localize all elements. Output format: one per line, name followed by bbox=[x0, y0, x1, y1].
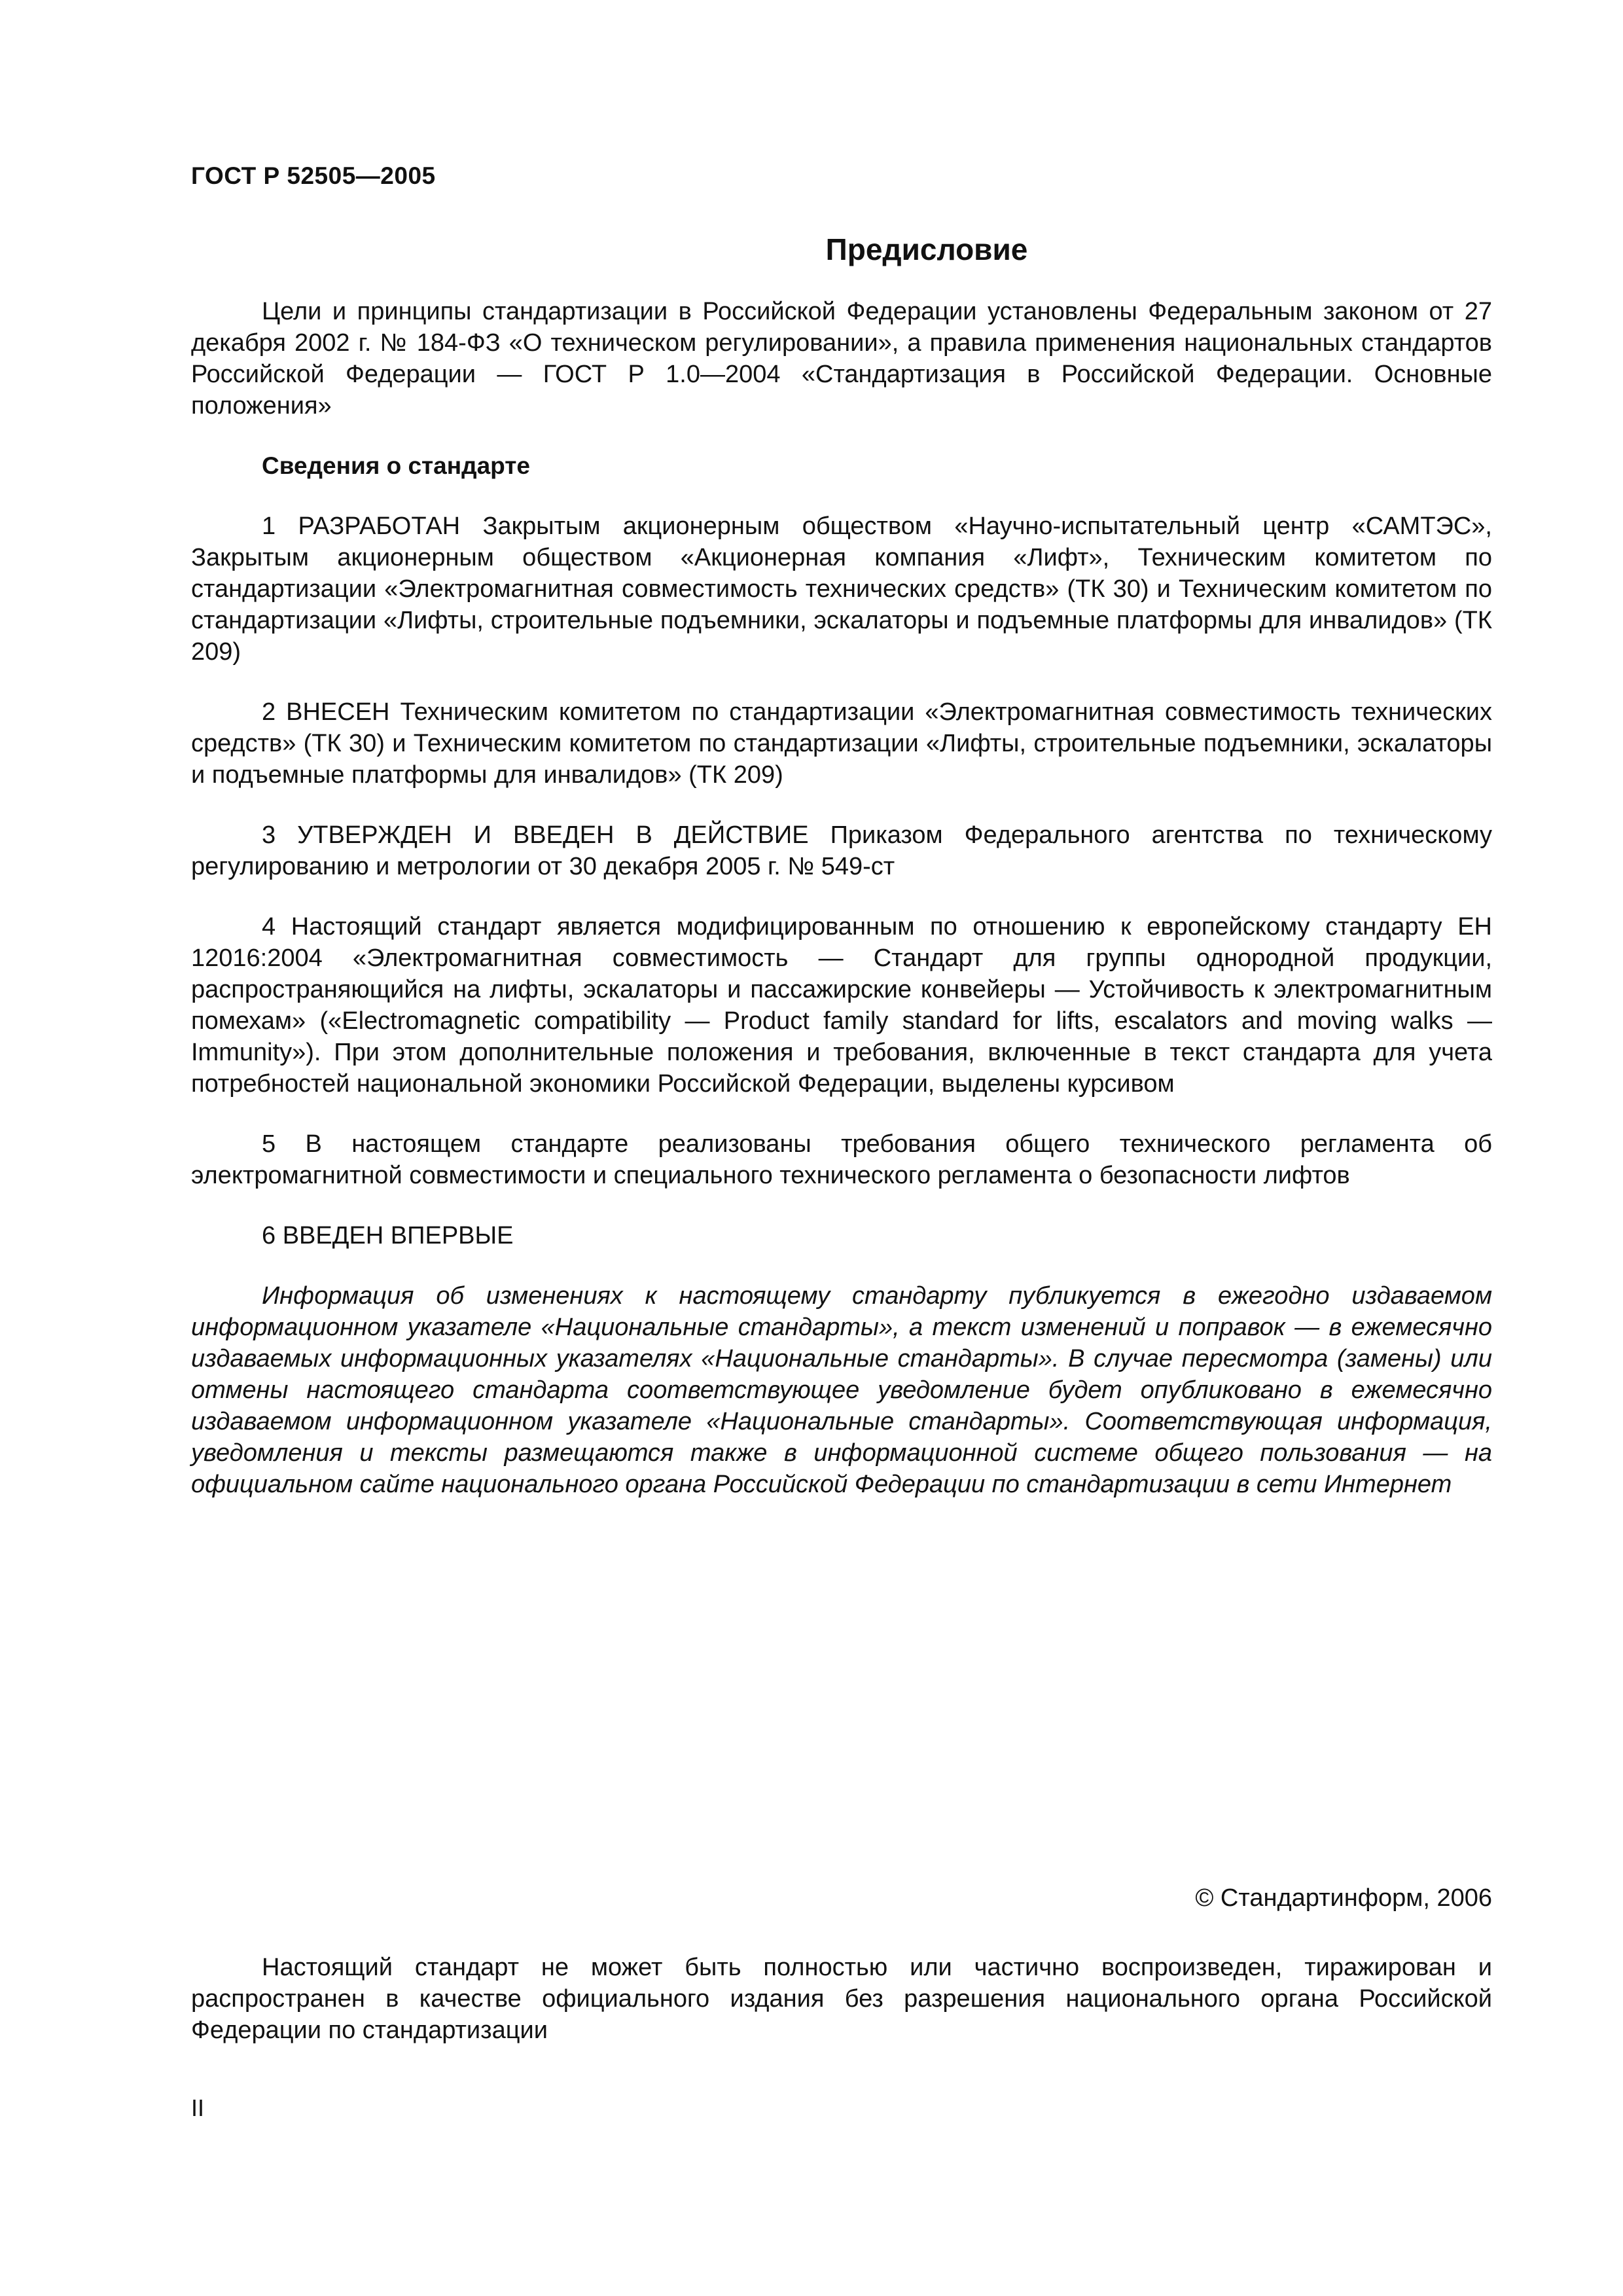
section-heading: Сведения о стандарте bbox=[262, 452, 530, 479]
page-number: II bbox=[191, 2094, 205, 2121]
intro-paragraph: Цели и принципы стандартизации в Российской Федерации установлены Федеральным законом от 27 декабря 2002 г. № 184-ФЗ «О техническом регулировании», а правила применения национальных стандартов Российской Федерации — ГОСТ Р 1.0—2004 «Стандартизация в Российской Федерации. Основные положения» bbox=[191, 298, 1492, 420]
item-paragraph-4: 4 Настоящий стандарт является модифицированным по отношению к европейскому стандарту ЕН 12016:2004 «Электромагнитная совместимость — Стандарт для группы однородной продукции, распространяющийся на лифты, эскалаторы и пассажирские конвейеры — Устойчивость к электромагнитным помехам» («Electromagnetic compatibility — Product family standard for lifts, escalators and moving walks — Immunity»). При этом дополнительные положения и требования, включенные в текст стандарта для учета потребностей национальной экономики Российской Федерации, выделены курсивом bbox=[191, 913, 1492, 1098]
item-paragraph-5: 5 В настоящем стандарте реализованы требования общего технического регламента об электромагнитной совместимости и специального технического регламента о безопасности лифтов bbox=[191, 1130, 1492, 1189]
item-paragraph-1: 1 РАЗРАБОТАН Закрытым акционерным обществом «Научно-испытательный центр «САМТЭС», Закрытым акционерным обществом «Акционерная компания «Лифт», Техническим комитетом по стандартизации «Электромагнитная совместимость технических средств» (ТК 30) и Техническим комитетом по стандартизации «Лифты, строительные подъемники, эскалаторы и подъемные платформы для инвалидов» (ТК 209) bbox=[191, 512, 1492, 666]
info-note-paragraph: Информация об изменениях к настоящему стандарту публикуется в ежегодно издаваемом информационном указателе «Национальные стандарты», а текст изменений и поправок — в ежемесячно издаваемых информационных указателях «Национальные стандарты». В случае пересмотра (замены) или отмены настоящего стандарта соответствующее уведомление будет опубликовано в ежемесячно издаваемом информационном указателе «Национальные стандарты». Соответствующая информация, уведомления и тексты размещаются также в информационной системе общего пользования — на официальном сайте национального органа Российской Федерации по стандартизации в сети Интернет bbox=[191, 1282, 1492, 1498]
page-title: Предисловие bbox=[825, 232, 1028, 266]
foreword-content bbox=[191, 296, 1492, 1500]
reproduction-notice bbox=[191, 1952, 1492, 2046]
document-code: ГОСТ Р 52505—2005 bbox=[191, 162, 436, 189]
item-paragraph-2: 2 ВНЕСЕН Техническим комитетом по стандартизации «Электромагнитная совместимость технических средств» (ТК 30) и Техническим комитетом по стандартизации «Лифты, строительные подъемники, эскалаторы и подъемные платформы для инвалидов» (ТК 209) bbox=[191, 698, 1492, 789]
item-paragraph-6: 6 ВВЕДЕН ВПЕРВЫЕ bbox=[262, 1222, 514, 1249]
item-paragraph-3: 3 УТВЕРЖДЕН И ВВЕДЕН В ДЕЙСТВИЕ Приказом Федерального агентства по техническому регулированию и метрологии от 30 декабря 2005 г. № 549-ст bbox=[191, 821, 1492, 880]
copyright-line: © Стандартинформ, 2006 bbox=[1195, 1884, 1492, 1912]
notice-paragraph: Настоящий стандарт не может быть полностью или частично воспроизведен, тиражирован и распространен в качестве официального издания без разрешения национального органа Российской Федерации по стандартизации bbox=[191, 1954, 1492, 2044]
